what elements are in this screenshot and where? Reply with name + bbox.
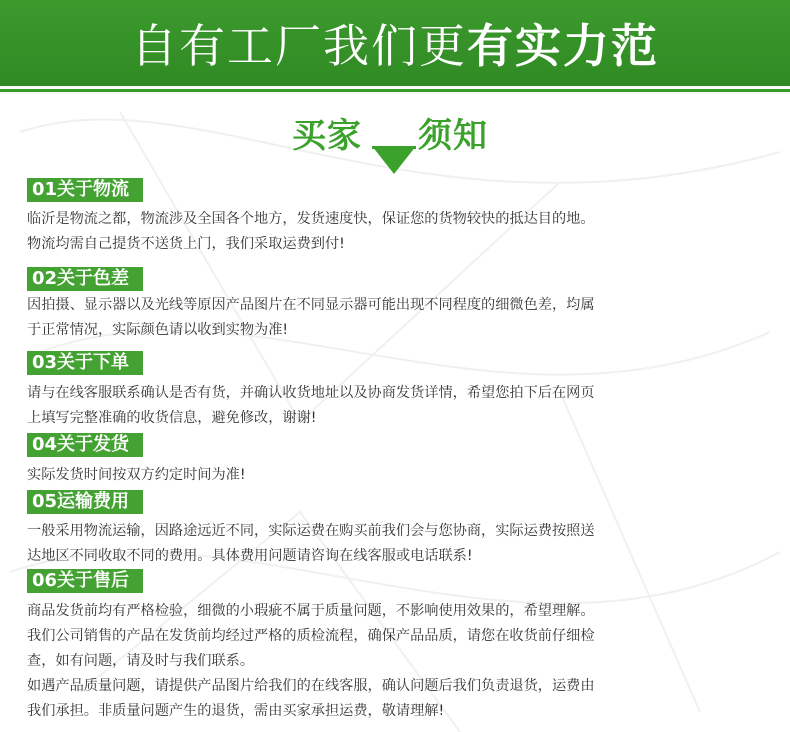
triangle-down-icon <box>372 146 416 174</box>
banner-title-bold: 有实力范 <box>467 19 659 73</box>
body-line: 因拍摄、显示器以及光线等原因产品图片在不同显示器可能出现不同程度的细微色差，均属 <box>27 297 595 313</box>
body-line: 于正常情况，实际颜色请以收到实物为准! <box>27 322 289 338</box>
banner-title-light: 自有工厂我们更 <box>131 19 467 73</box>
body-line: 我们公司销售的产品在发货前均经过严格的质检流程，确保产品品质，请您在收货前仔细检 <box>27 628 595 644</box>
body-line: 如遇产品质量问题，请提供产品图片给我们的在线客服，确认问题后我们负责退货，运费由 <box>27 678 595 694</box>
body-line: 一般采用物流运输，因路途远近不同，实际运费在购买前我们会与您协商，实际运费按照送 <box>27 523 595 539</box>
body-line: 物流均需自己提货不送货上门，我们采取运费到付! <box>27 236 345 252</box>
body-line: 查，如有问题，请及时与我们联系。 <box>27 653 255 669</box>
notice-heading-right: 须知 <box>418 116 488 156</box>
body-line: 达地区不同收取不同的费用。具体费用问题请咨询在线客服或电话联系! <box>27 548 473 564</box>
section-label-logistics: 01关于物流 <box>27 178 143 202</box>
section-label-color-difference: 02关于色差 <box>27 267 143 291</box>
body-line: 商品发货前均有严格检验，细微的小瑕疵不属于质量问题，不影响使用效果的，希望理解。 <box>27 603 595 619</box>
body-line: 上填写完整准确的收货信息，避免修改，谢谢! <box>27 410 317 426</box>
body-line: 请与在线客服联系确认是否有货，并确认收货地址以及协商发货详情，希望您拍下后在网页 <box>27 385 595 401</box>
banner-title <box>131 10 659 76</box>
section-label-freight-cost: 05运输费用 <box>27 490 143 514</box>
section-body-freight-cost <box>27 519 777 569</box>
section-body-color-difference <box>27 293 777 343</box>
body-line: 临沂是物流之都，物流涉及全国各个地方，发货速度快，保证您的货物较快的抵达目的地。 <box>27 211 595 227</box>
notice-heading-left: 买家 <box>292 116 362 156</box>
body-line: 实际发货时间按双方约定时间为准! <box>27 467 246 483</box>
section-body-shipping <box>27 463 777 488</box>
header-banner <box>0 0 790 86</box>
section-label-ordering: 03关于下单 <box>27 351 143 375</box>
section-label-shipping: 04关于发货 <box>27 433 143 457</box>
section-body-logistics <box>27 207 777 257</box>
section-body-ordering <box>27 381 777 431</box>
section-body-after-sales <box>27 599 777 724</box>
section-label-after-sales: 06关于售后 <box>27 569 143 593</box>
body-line: 我们承担。非质量问题产生的退货，需由买家承担运费，敬请理解! <box>27 703 445 719</box>
buyer-notice-heading <box>0 108 790 180</box>
